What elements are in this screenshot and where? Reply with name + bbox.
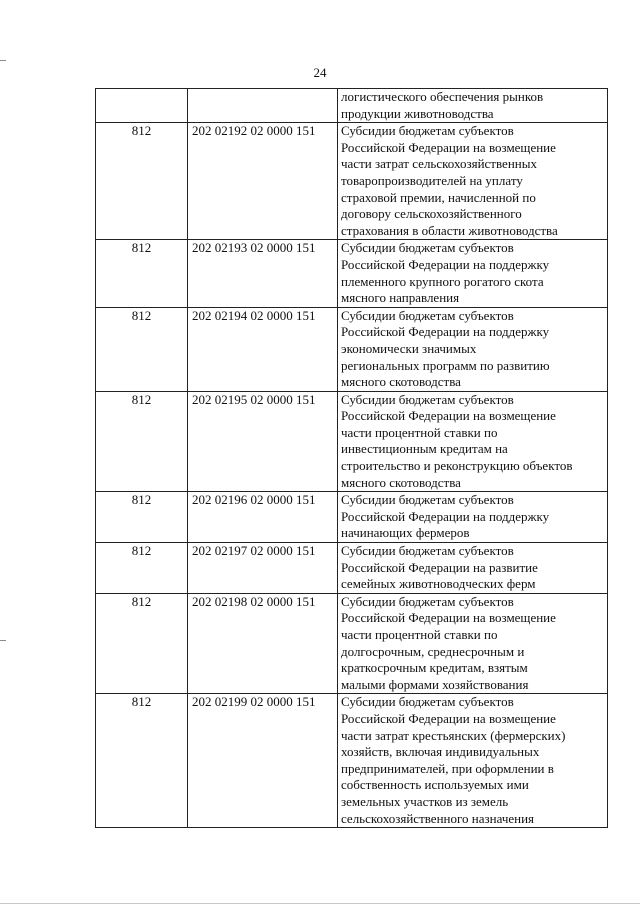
budget-classification-code-cell — [188, 89, 338, 123]
revenue-name-line: Субсидии бюджетам субъектов — [341, 391, 514, 407]
table-row — [96, 240, 608, 307]
scan-mark-bottom-edge — [0, 903, 640, 904]
revenue-name-line: Субсидии бюджетам субъектов — [341, 492, 514, 508]
revenue-name-line: Субсидии бюджетам субъектов — [341, 307, 514, 323]
revenue-name-line: Российской Федерации на развитие — [341, 559, 538, 575]
revenue-name-line: краткосрочным кредитам, взятым — [341, 660, 528, 676]
table-row — [96, 123, 608, 240]
revenue-name-cell — [338, 694, 608, 828]
revenue-name-line: собственность используемых ими — [341, 777, 529, 793]
revenue-name-line: Российской Федерации на поддержку — [341, 508, 550, 524]
admin-code-cell: 812 — [96, 307, 188, 391]
revenue-name-line: Субсидии бюджетам субъектов — [341, 694, 514, 710]
revenue-name-line: страхования в области животноводства — [341, 222, 558, 238]
table-row — [96, 593, 608, 694]
admin-code-cell — [96, 89, 188, 123]
revenue-name-cell — [338, 89, 608, 123]
table-row — [96, 391, 608, 492]
revenue-name-line: части затрат сельскохозяйственных — [341, 156, 537, 172]
revenue-name-line: земельных участков из земель — [341, 793, 509, 809]
revenue-name-line: продукции животноводства — [341, 105, 494, 121]
revenue-name-line: Субсидии бюджетам субъектов — [341, 543, 514, 559]
table-row — [96, 543, 608, 594]
revenue-name-line: Российской Федерации на возмещение — [341, 610, 556, 626]
budget-classification-code-cell: 202 02199 02 0000 151 — [188, 694, 338, 828]
revenue-name-line: Российской Федерации на поддержку — [341, 324, 550, 340]
table-row — [96, 89, 608, 123]
page-number: 24 — [313, 65, 327, 80]
revenue-name-line: договору сельскохозяйственного — [341, 206, 522, 222]
revenue-name-line: Российской Федерации на поддержку — [341, 256, 550, 272]
budget-classification-code-cell: 202 02195 02 0000 151 — [188, 391, 338, 492]
revenue-name-line: предпринимателей, при оформлении в — [341, 760, 554, 776]
revenue-name-line: хозяйств, включая индивидуальных — [341, 744, 540, 760]
revenue-name-line: строительство и реконструкцию объектов — [341, 458, 573, 474]
revenue-name-line: семейных животноводческих ферм — [341, 576, 536, 592]
revenue-name-cell — [338, 123, 608, 240]
revenue-name-line: Субсидии бюджетам субъектов — [341, 240, 514, 256]
revenue-name-line: начинающих фермеров — [341, 525, 470, 541]
revenue-name-line: племенного крупного рогатого скота — [341, 273, 544, 289]
revenue-name-cell — [338, 391, 608, 492]
scan-mark-left-top — [0, 60, 6, 61]
revenue-name-cell — [338, 240, 608, 307]
table-row — [96, 694, 608, 828]
revenue-name-line: Российской Федерации на возмещение — [341, 139, 556, 155]
budget-classification-code-cell: 202 02192 02 0000 151 — [188, 123, 338, 240]
admin-code-cell: 812 — [96, 391, 188, 492]
revenue-name-line: Российской Федерации на возмещение — [341, 710, 556, 726]
revenue-name-line: товаропроизводителей на уплату — [341, 172, 523, 188]
budget-classification-code-cell: 202 02197 02 0000 151 — [188, 543, 338, 594]
scan-mark-left-bottom — [0, 640, 6, 641]
revenue-name-line: логистического обеспечения рынков — [341, 89, 544, 104]
budget-codes-table — [95, 88, 608, 828]
admin-code-cell: 812 — [96, 240, 188, 307]
revenue-name-line: сельскохозяйственного назначения — [341, 810, 535, 826]
table-body — [96, 89, 608, 828]
revenue-name-line: части процентной ставки по — [341, 424, 498, 440]
budget-classification-code-cell: 202 02194 02 0000 151 — [188, 307, 338, 391]
admin-code-cell: 812 — [96, 543, 188, 594]
revenue-name-line: мясного скотоводства — [341, 374, 461, 390]
revenue-name-line: Субсидии бюджетам субъектов — [341, 123, 514, 139]
revenue-name-line: мясного скотоводства — [341, 474, 461, 490]
revenue-name-line: страховой премии, начисленной по — [341, 189, 536, 205]
budget-classification-code-cell: 202 02198 02 0000 151 — [188, 593, 338, 694]
admin-code-cell: 812 — [96, 492, 188, 543]
revenue-name-line: Российской Федерации на возмещение — [341, 408, 556, 424]
revenue-name-cell — [338, 543, 608, 594]
revenue-name-line: мясного направления — [341, 290, 460, 306]
revenue-name-line: Субсидии бюджетам субъектов — [341, 593, 514, 609]
table-row — [96, 492, 608, 543]
admin-code-cell: 812 — [96, 123, 188, 240]
revenue-name-line: экономически значимых — [341, 340, 477, 356]
revenue-name-cell — [338, 307, 608, 391]
revenue-name-cell — [338, 492, 608, 543]
revenue-name-line: части процентной ставки по — [341, 627, 498, 642]
admin-code-cell: 812 — [96, 694, 188, 828]
table-row — [96, 307, 608, 391]
budget-classification-code-cell: 202 02196 02 0000 151 — [188, 492, 338, 543]
budget-classification-code-cell: 202 02193 02 0000 151 — [188, 240, 338, 307]
revenue-name-line: инвестиционным кредитам на — [341, 441, 508, 457]
admin-code-cell: 812 — [96, 593, 188, 694]
revenue-name-line: региональных программ по развитию — [341, 357, 550, 373]
revenue-name-cell — [338, 593, 608, 694]
revenue-name-line: части затрат крестьянских (фермерских) — [341, 727, 566, 743]
revenue-name-line: долгосрочным, среднесрочным и — [341, 643, 525, 659]
revenue-name-line: малыми формами хозяйствования — [341, 676, 529, 692]
